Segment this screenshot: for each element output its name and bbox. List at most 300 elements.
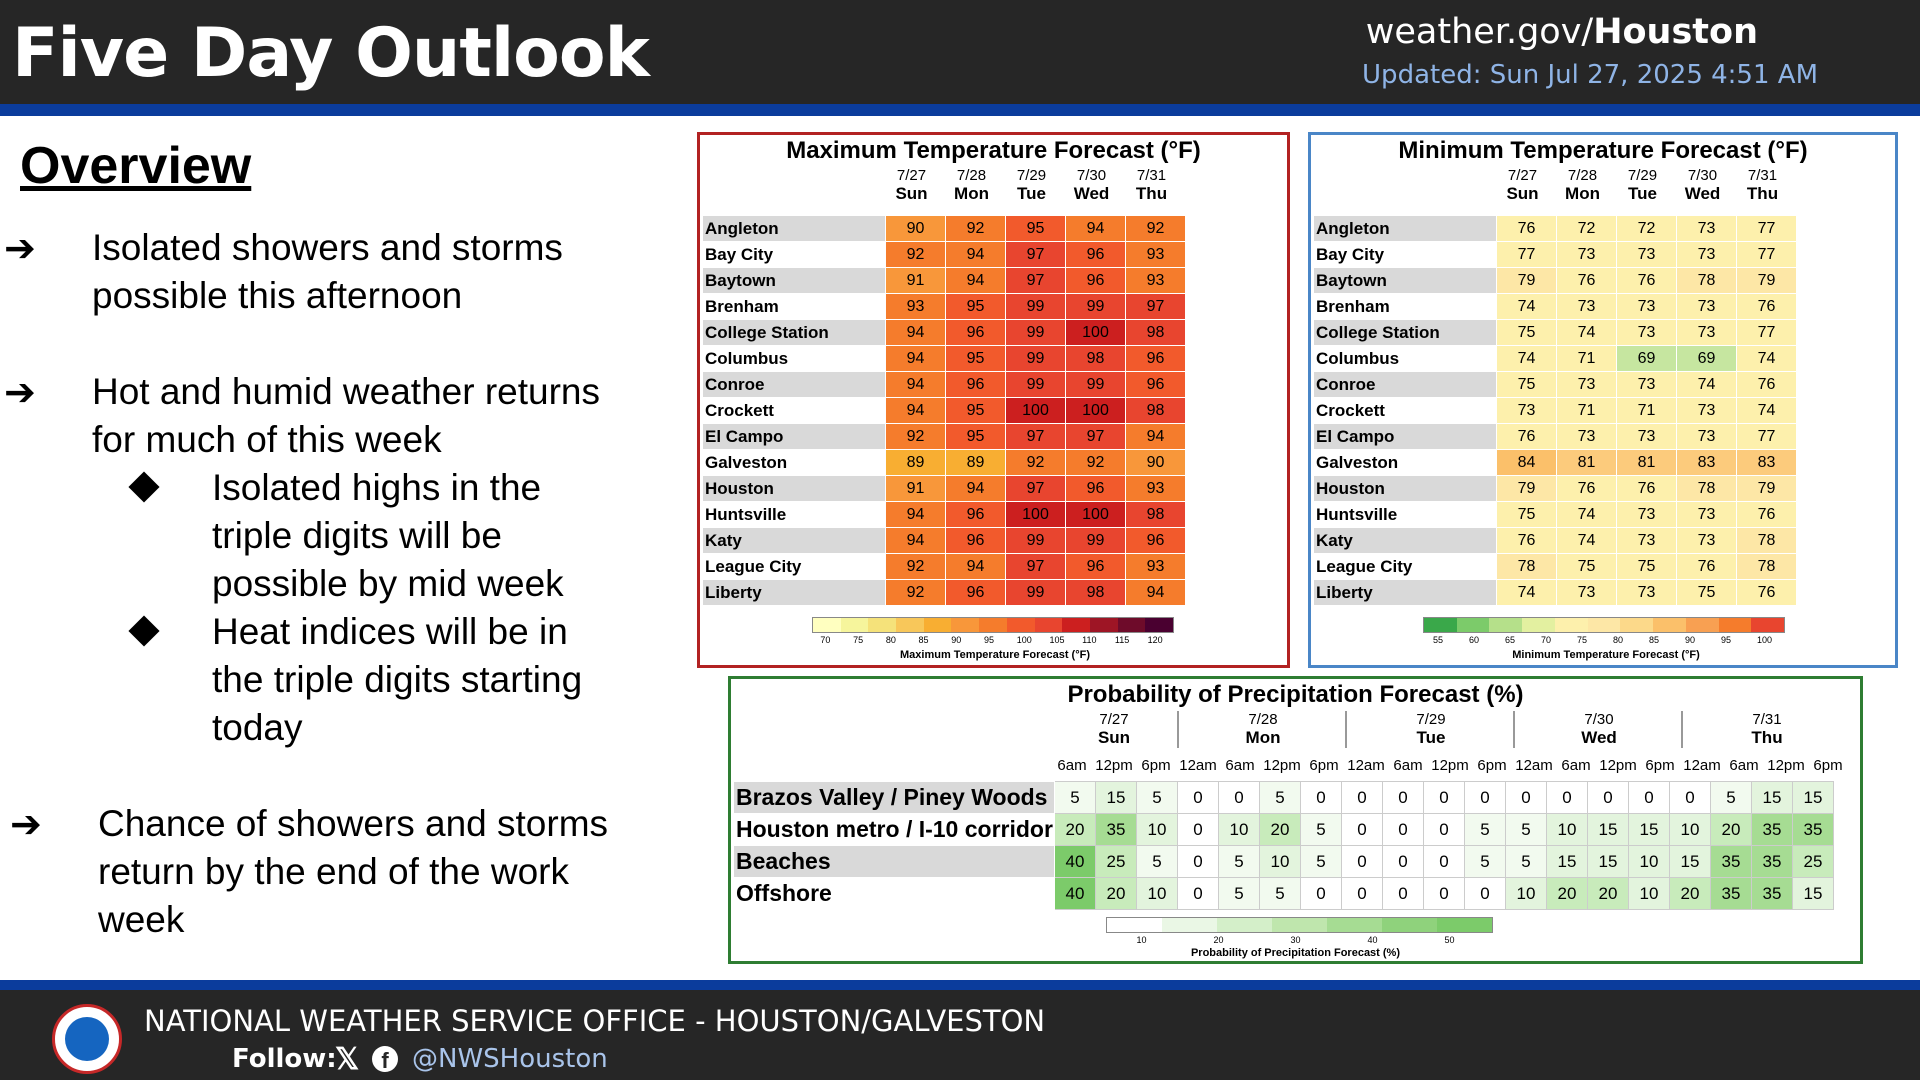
pop-day-of-week: Wed xyxy=(1581,728,1617,747)
pop-cell: 0 xyxy=(1424,846,1465,878)
city-label: League City xyxy=(1314,554,1497,580)
temp-cell: 95 xyxy=(946,346,1006,372)
temp-cell: 79 xyxy=(1737,476,1797,502)
day-of-week: Sun xyxy=(895,184,928,203)
legend-tick: 10 xyxy=(1136,935,1147,945)
temp-cell: 91 xyxy=(886,268,946,294)
pop-cell: 15 xyxy=(1752,782,1793,814)
pop-time-header: 12pm xyxy=(1767,757,1805,774)
temp-cell: 90 xyxy=(886,216,946,242)
bullet-3-line: week xyxy=(98,899,185,940)
day-header xyxy=(1613,167,1672,204)
day-of-week: Wed xyxy=(1684,184,1721,203)
legend-swatch xyxy=(813,618,841,632)
temp-cell: 93 xyxy=(1126,554,1186,580)
pop-cell: 10 xyxy=(1670,814,1711,846)
legend-swatch xyxy=(1107,918,1162,932)
temp-cell: 71 xyxy=(1557,398,1617,424)
temp-cell: 73 xyxy=(1557,372,1617,398)
temp-cell: 94 xyxy=(946,554,1006,580)
city-label: Columbus xyxy=(1314,346,1497,372)
day-of-week: Wed xyxy=(1073,184,1110,203)
temp-cell: 73 xyxy=(1677,502,1737,528)
temp-cell: 94 xyxy=(1066,216,1126,242)
pop-cell: 0 xyxy=(1342,878,1383,910)
day-date: 7/29 xyxy=(1016,167,1047,184)
pop-cell: 15 xyxy=(1793,878,1834,910)
arrow-icon: ➔ xyxy=(4,372,36,414)
city-label: Angleton xyxy=(703,216,886,242)
temp-cell: 74 xyxy=(1557,528,1617,554)
temp-cell: 92 xyxy=(946,216,1006,242)
legend-tick: 70 xyxy=(1541,635,1552,645)
day-header xyxy=(882,167,941,204)
pop-cell: 10 xyxy=(1506,878,1547,910)
temp-cell: 100 xyxy=(1066,398,1126,424)
temp-cell: 95 xyxy=(946,398,1006,424)
legend-tick: 30 xyxy=(1290,935,1301,945)
footer-stripe xyxy=(0,980,1920,990)
pop-cell: 0 xyxy=(1547,782,1588,814)
legend-tick: 115 xyxy=(1114,635,1130,645)
day-header xyxy=(1733,167,1792,204)
temp-cell: 76 xyxy=(1497,528,1557,554)
temp-cell: 73 xyxy=(1557,580,1617,606)
temp-cell: 99 xyxy=(1006,346,1066,372)
arrow-icon: ➔ xyxy=(10,804,42,846)
region-label: Offshore xyxy=(734,878,1055,910)
min-temp-title: Minimum Temperature Forecast (°F) xyxy=(1398,137,1808,164)
pop-cell: 5 xyxy=(1711,782,1752,814)
temp-cell: 98 xyxy=(1066,580,1126,606)
pop-cell: 20 xyxy=(1588,878,1629,910)
city-label: Liberty xyxy=(1314,580,1497,606)
temp-cell: 94 xyxy=(886,372,946,398)
bullet-3 xyxy=(98,800,608,944)
legend-tick: 55 xyxy=(1433,635,1444,645)
pop-cell: 0 xyxy=(1588,782,1629,814)
table-row xyxy=(703,528,1186,554)
table-row xyxy=(1314,268,1797,294)
legend-tick: 85 xyxy=(1649,635,1660,645)
table-row xyxy=(1314,372,1797,398)
temp-cell: 94 xyxy=(946,242,1006,268)
legend-swatch xyxy=(979,618,1007,632)
temp-cell: 96 xyxy=(1066,476,1126,502)
temp-cell: 100 xyxy=(1066,320,1126,346)
day-date: 7/30 xyxy=(1076,167,1107,184)
pop-title: Probability of Precipitation Forecast (%) xyxy=(1067,681,1524,708)
table-row xyxy=(1314,216,1797,242)
temp-cell: 75 xyxy=(1497,372,1557,398)
table-row xyxy=(703,320,1186,346)
temp-cell: 96 xyxy=(946,528,1006,554)
temp-cell: 94 xyxy=(1126,580,1186,606)
table-row xyxy=(703,372,1186,398)
pop-legend-label: Probability of Precipitation Forecast (%) xyxy=(1190,947,1401,959)
city-label: Huntsville xyxy=(1314,502,1497,528)
legend-swatch xyxy=(924,618,952,632)
legend-swatch xyxy=(1751,618,1784,632)
table-row xyxy=(1314,346,1797,372)
temp-cell: 93 xyxy=(886,294,946,320)
max-temp-legend-bar xyxy=(812,617,1174,633)
pop-cell: 10 xyxy=(1137,814,1178,846)
pop-day-header xyxy=(1051,711,1177,748)
pop-cell: 0 xyxy=(1301,878,1342,910)
legend-swatch xyxy=(1272,918,1327,932)
pop-cell: 35 xyxy=(1711,846,1752,878)
min-temp-legend-bar xyxy=(1423,617,1785,633)
pop-cell: 25 xyxy=(1096,846,1137,878)
temp-cell: 99 xyxy=(1006,372,1066,398)
city-label: Galveston xyxy=(703,450,886,476)
temp-cell: 95 xyxy=(946,294,1006,320)
pop-cell: 15 xyxy=(1096,782,1137,814)
temp-cell: 100 xyxy=(1066,502,1126,528)
pop-cell: 15 xyxy=(1670,846,1711,878)
bullet-2-line: for much of this week xyxy=(92,419,442,460)
pop-cell: 0 xyxy=(1178,782,1219,814)
table-row xyxy=(1314,424,1797,450)
temp-cell: 94 xyxy=(886,320,946,346)
day-of-week: Tue xyxy=(1017,184,1046,203)
temp-cell: 75 xyxy=(1497,320,1557,346)
legend-swatch xyxy=(1437,918,1492,932)
pop-cell: 0 xyxy=(1178,814,1219,846)
temp-cell: 76 xyxy=(1737,372,1797,398)
pop-time-header: 6pm xyxy=(1477,757,1507,774)
legend-tick: 110 xyxy=(1082,635,1097,645)
table-row xyxy=(703,554,1186,580)
bullet-3-line: return by the end of the work xyxy=(98,851,569,892)
temp-cell: 69 xyxy=(1617,346,1677,372)
temp-cell: 96 xyxy=(1126,372,1186,398)
pop-cell: 10 xyxy=(1547,814,1588,846)
legend-swatch xyxy=(1686,618,1719,632)
temp-cell: 73 xyxy=(1617,294,1677,320)
temp-cell: 96 xyxy=(946,372,1006,398)
temp-cell: 89 xyxy=(946,450,1006,476)
legend-tick: 90 xyxy=(951,635,962,645)
bullet-2b xyxy=(212,608,582,752)
pop-day-of-week: Mon xyxy=(1245,728,1281,747)
temp-cell: 73 xyxy=(1617,242,1677,268)
pop-cell: 15 xyxy=(1793,782,1834,814)
pop-day-date: 7/31 xyxy=(1752,711,1782,728)
day-of-week: Tue xyxy=(1628,184,1657,203)
page-title: Five Day Outlook xyxy=(12,14,649,93)
city-label: Brenham xyxy=(1314,294,1497,320)
temp-cell: 96 xyxy=(1066,268,1126,294)
temp-cell: 74 xyxy=(1497,580,1557,606)
legend-swatch xyxy=(951,618,979,632)
temp-cell: 77 xyxy=(1497,242,1557,268)
temp-cell: 83 xyxy=(1677,450,1737,476)
office-name: NATIONAL WEATHER SERVICE OFFICE - HOUSTON/GALVESTON xyxy=(144,1004,1046,1038)
temp-cell: 76 xyxy=(1557,268,1617,294)
city-label: Brenham xyxy=(703,294,886,320)
table-row xyxy=(1314,450,1797,476)
updated-timestamp: Updated: Sun Jul 27, 2025 4:51 AM xyxy=(1362,60,1818,90)
temp-cell: 91 xyxy=(886,476,946,502)
day-date: 7/27 xyxy=(1507,167,1538,184)
pop-cell: 0 xyxy=(1424,814,1465,846)
day-of-week: Mon xyxy=(954,184,989,203)
min-temp-legend-label: Minimum Temperature Forecast (°F) xyxy=(1512,649,1700,661)
pop-day-header xyxy=(1177,711,1347,748)
legend-swatch xyxy=(1489,618,1522,632)
legend-swatch xyxy=(1522,618,1555,632)
social-handle[interactable]: @NWSHouston xyxy=(412,1044,608,1074)
temp-cell: 95 xyxy=(1006,216,1066,242)
diamond-bullet-icon xyxy=(128,471,159,502)
temp-cell: 76 xyxy=(1617,268,1677,294)
temp-cell: 74 xyxy=(1737,346,1797,372)
temp-cell: 73 xyxy=(1617,372,1677,398)
temp-cell: 92 xyxy=(886,580,946,606)
temp-cell: 100 xyxy=(1006,502,1066,528)
site-link[interactable] xyxy=(1366,12,1758,52)
pop-cell: 20 xyxy=(1547,878,1588,910)
day-of-week: Thu xyxy=(1746,184,1779,203)
temp-cell: 75 xyxy=(1497,502,1557,528)
temp-cell: 94 xyxy=(946,268,1006,294)
bullet-1 xyxy=(92,224,563,320)
day-of-week: Mon xyxy=(1565,184,1600,203)
temp-cell: 74 xyxy=(1497,346,1557,372)
city-label: Columbus xyxy=(703,346,886,372)
day-header xyxy=(1493,167,1552,204)
temp-cell: 100 xyxy=(1006,398,1066,424)
temp-cell: 74 xyxy=(1557,502,1617,528)
city-label: Crockett xyxy=(703,398,886,424)
temp-cell: 84 xyxy=(1497,450,1557,476)
temp-cell: 93 xyxy=(1126,476,1186,502)
pop-cell: 5 xyxy=(1465,846,1506,878)
temp-cell: 96 xyxy=(1066,554,1126,580)
day-header xyxy=(1553,167,1612,204)
temp-cell: 75 xyxy=(1677,580,1737,606)
temp-cell: 79 xyxy=(1737,268,1797,294)
temp-cell: 89 xyxy=(886,450,946,476)
nws-logo-icon xyxy=(52,1004,122,1074)
pop-time-header: 12pm xyxy=(1431,757,1469,774)
pop-cell: 0 xyxy=(1342,814,1383,846)
pop-day-date: 7/30 xyxy=(1584,711,1614,728)
table-row xyxy=(703,450,1186,476)
legend-tick: 70 xyxy=(820,635,831,645)
city-label: Liberty xyxy=(703,580,886,606)
city-label: Conroe xyxy=(1314,372,1497,398)
temp-cell: 73 xyxy=(1677,424,1737,450)
header-stripe xyxy=(0,104,1920,116)
legend-tick: 120 xyxy=(1147,635,1163,645)
pop-cell: 35 xyxy=(1793,814,1834,846)
temp-cell: 73 xyxy=(1557,242,1617,268)
legend-swatch xyxy=(1118,618,1146,632)
legend-swatch xyxy=(1719,618,1752,632)
table-row xyxy=(734,782,1834,814)
temp-cell: 99 xyxy=(1006,528,1066,554)
bullet-2-line: Hot and humid weather returns xyxy=(92,371,600,412)
table-row xyxy=(703,216,1186,242)
overview-title: Overview xyxy=(20,137,252,195)
legend-tick: 20 xyxy=(1213,935,1224,945)
legend-swatch xyxy=(1217,918,1272,932)
legend-tick: 80 xyxy=(885,635,896,645)
pop-cell: 15 xyxy=(1629,814,1670,846)
day-header xyxy=(1002,167,1061,204)
day-header xyxy=(1673,167,1732,204)
legend-tick: 75 xyxy=(1577,635,1588,645)
table-row xyxy=(703,476,1186,502)
temp-cell: 97 xyxy=(1006,268,1066,294)
legend-swatch xyxy=(1424,618,1457,632)
city-label: Baytown xyxy=(703,268,886,294)
city-label: Galveston xyxy=(1314,450,1497,476)
pop-cell: 0 xyxy=(1506,782,1547,814)
temp-cell: 73 xyxy=(1617,528,1677,554)
temp-cell: 98 xyxy=(1126,398,1186,424)
temp-cell: 73 xyxy=(1497,398,1557,424)
table-row xyxy=(734,814,1834,846)
temp-cell: 79 xyxy=(1497,476,1557,502)
legend-tick: 100 xyxy=(1016,635,1032,645)
pop-cell: 5 xyxy=(1137,782,1178,814)
pop-cell: 0 xyxy=(1424,782,1465,814)
day-date: 7/31 xyxy=(1747,167,1778,184)
temp-cell: 71 xyxy=(1617,398,1677,424)
pop-time-header: 6am xyxy=(1057,757,1087,774)
temp-cell: 76 xyxy=(1557,476,1617,502)
temp-cell: 73 xyxy=(1677,242,1737,268)
bullet-2a xyxy=(212,464,564,608)
temp-cell: 90 xyxy=(1126,450,1186,476)
temp-cell: 97 xyxy=(1006,424,1066,450)
legend-swatch xyxy=(841,618,869,632)
pop-time-header: 12am xyxy=(1515,757,1553,774)
temp-cell: 73 xyxy=(1617,502,1677,528)
table-row xyxy=(734,878,1834,910)
temp-cell: 78 xyxy=(1677,268,1737,294)
temp-cell: 72 xyxy=(1557,216,1617,242)
pop-time-header: 12pm xyxy=(1263,757,1301,774)
region-label: Houston metro / I-10 corridor xyxy=(734,814,1055,846)
pop-time-header: 6am xyxy=(1561,757,1591,774)
temp-cell: 75 xyxy=(1557,554,1617,580)
legend-swatch xyxy=(868,618,896,632)
nws-logo-inner xyxy=(65,1017,109,1061)
pop-time-header: 12pm xyxy=(1095,757,1133,774)
max-temp-panel xyxy=(697,132,1290,668)
temp-cell: 74 xyxy=(1497,294,1557,320)
table-row xyxy=(1314,554,1797,580)
diamond-bullet-icon xyxy=(128,615,159,646)
pop-cell: 20 xyxy=(1055,814,1096,846)
facebook-icon[interactable]: f xyxy=(372,1046,398,1072)
pop-cell: 5 xyxy=(1260,878,1301,910)
legend-swatch xyxy=(1555,618,1588,632)
table-row xyxy=(703,398,1186,424)
day-date: 7/30 xyxy=(1687,167,1718,184)
legend-tick: 40 xyxy=(1367,935,1378,945)
table-row xyxy=(1314,476,1797,502)
pop-time-header: 12pm xyxy=(1599,757,1637,774)
temp-cell: 73 xyxy=(1617,424,1677,450)
site-office: Houston xyxy=(1593,12,1758,52)
pop-cell: 0 xyxy=(1301,782,1342,814)
pop-time-header: 6am xyxy=(1225,757,1255,774)
legend-swatch xyxy=(1062,618,1090,632)
temp-cell: 93 xyxy=(1126,242,1186,268)
temp-cell: 94 xyxy=(886,502,946,528)
legend-swatch xyxy=(1382,918,1437,932)
legend-tick: 90 xyxy=(1685,635,1696,645)
pop-time-header: 6am xyxy=(1729,757,1759,774)
bullet-2a-line: triple digits will be xyxy=(212,515,502,556)
temp-cell: 92 xyxy=(1126,216,1186,242)
x-icon[interactable]: 𝕏 xyxy=(335,1043,360,1076)
temp-cell: 96 xyxy=(1066,242,1126,268)
temp-cell: 74 xyxy=(1557,320,1617,346)
temp-cell: 74 xyxy=(1737,398,1797,424)
temp-cell: 71 xyxy=(1557,346,1617,372)
pop-cell: 20 xyxy=(1096,878,1137,910)
legend-tick: 50 xyxy=(1444,935,1455,945)
region-label: Beaches xyxy=(734,846,1055,878)
temp-cell: 76 xyxy=(1737,294,1797,320)
pop-time-header: 6am xyxy=(1393,757,1423,774)
pop-cell: 5 xyxy=(1301,814,1342,846)
table-row xyxy=(703,424,1186,450)
pop-cell: 5 xyxy=(1137,846,1178,878)
pop-day-date: 7/29 xyxy=(1416,711,1446,728)
day-date: 7/27 xyxy=(896,167,927,184)
bullet-2b-line: Heat indices will be in xyxy=(212,611,568,652)
bullet-3-line: Chance of showers and storms xyxy=(98,803,609,844)
city-label: Katy xyxy=(1314,528,1497,554)
temp-cell: 73 xyxy=(1677,528,1737,554)
pop-cell: 15 xyxy=(1588,846,1629,878)
pop-cell: 15 xyxy=(1547,846,1588,878)
temp-cell: 74 xyxy=(1677,372,1737,398)
legend-swatch xyxy=(1145,618,1173,632)
temp-cell: 78 xyxy=(1497,554,1557,580)
temp-cell: 77 xyxy=(1737,424,1797,450)
pop-day-date: 7/28 xyxy=(1248,711,1278,728)
temp-cell: 96 xyxy=(1126,528,1186,554)
legend-swatch xyxy=(896,618,924,632)
temp-cell: 73 xyxy=(1617,320,1677,346)
temp-cell: 98 xyxy=(1126,502,1186,528)
pop-cell: 0 xyxy=(1383,782,1424,814)
temp-cell: 78 xyxy=(1737,554,1797,580)
legend-swatch xyxy=(1588,618,1621,632)
bullet-2b-line: today xyxy=(212,707,303,748)
temp-cell: 81 xyxy=(1557,450,1617,476)
pop-cell: 5 xyxy=(1465,814,1506,846)
min-temp-table xyxy=(1313,215,1797,606)
temp-cell: 98 xyxy=(1126,320,1186,346)
temp-cell: 97 xyxy=(1006,554,1066,580)
temp-cell: 96 xyxy=(946,502,1006,528)
city-label: Conroe xyxy=(703,372,886,398)
day-date: 7/28 xyxy=(1567,167,1598,184)
city-label: Houston xyxy=(703,476,886,502)
temp-cell: 96 xyxy=(946,580,1006,606)
temp-cell: 73 xyxy=(1557,294,1617,320)
